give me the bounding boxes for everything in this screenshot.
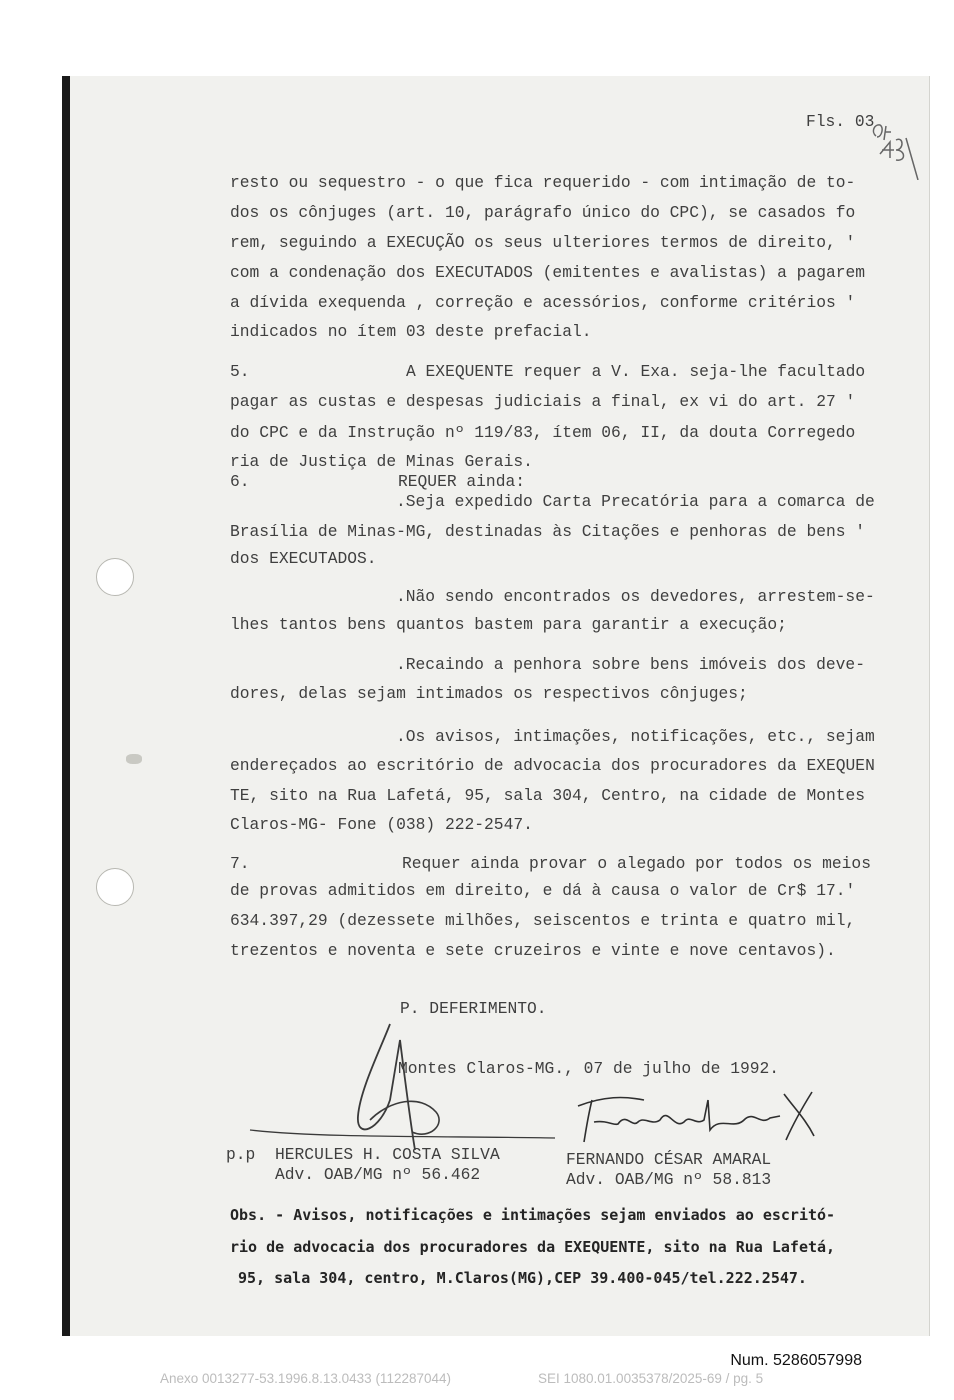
continuation-line-3: rem, seguindo a EXECUÇÃO os seus ulteriores termos de direito, ' <box>230 233 856 252</box>
observation-line-1: Obs. - Avisos, notificações e intimações sejam enviados ao escritó- <box>230 1206 836 1224</box>
signature-left-prefix: p.p <box>226 1145 256 1164</box>
item-6-bullet-1-line-3: dos EXECUTADOS. <box>230 549 377 568</box>
footer-sei-reference: SEI 1080.01.0035378/2025-69 / pg. 5 <box>538 1371 764 1386</box>
signature-left-name: HERCULES H. COSTA SILVA <box>275 1145 500 1164</box>
item-6-bullet-1-line-2: Brasília de Minas-MG, destinadas às Citações e penhoras de bens ' <box>230 522 866 541</box>
item-5-line-3: do CPC e da Instrução nº 119/83, ítem 06, II, da douta Corregedo <box>230 423 856 442</box>
item-5-line-2: pagar as custas e despesas judiciais a final, ex vi do art. 27 ' <box>230 392 856 411</box>
item-7-line-3: 634.397,29 (dezessete milhões, seiscentos e trinta e quatro mil, <box>230 911 856 930</box>
item-6-bullet-4-line-2: endereçados ao escritório de advocacia dos procuradores da EXEQUEN <box>230 756 875 775</box>
item-6-bullet-3-line-1: .Recaindo a penhora sobre bens imóveis dos deve- <box>396 655 865 674</box>
item-6-number: 6. <box>230 472 250 491</box>
item-6-heading: REQUER ainda: <box>398 472 526 491</box>
item-6-bullet-4-line-1: .Os avisos, intimações, notificações, etc., sejam <box>396 727 875 746</box>
place-and-date: Montes Claros-MG., 07 de julho de 1992. <box>398 1059 780 1078</box>
item-6-bullet-1-line-1: .Seja expedido Carta Precatória para a comarca de <box>396 492 875 511</box>
signature-left-registration: Adv. OAB/MG nº 56.462 <box>275 1165 481 1184</box>
continuation-line-4: com a condenação dos EXECUTADOS (emitentes e avalistas) a pagarem <box>230 263 866 282</box>
handwritten-folio-mark <box>868 110 920 180</box>
item-6-bullet-2-line-2: lhes tantos bens quantos bastem para garantir a execução; <box>230 615 787 634</box>
signature-right <box>574 1086 820 1156</box>
footer-annex-reference: Anexo 0013277-53.1996.8.13.0433 (112287044) <box>160 1371 452 1386</box>
signature-right-registration: Adv. OAB/MG nº 58.813 <box>566 1170 772 1189</box>
binder-hole-top <box>96 558 134 596</box>
item-5-line-4: ria de Justiça de Minas Gerais. <box>230 452 533 471</box>
item-6-bullet-2-line-1: .Não sendo encontrados os devedores, arrestem-se- <box>396 587 875 606</box>
continuation-line-6: indicados no ítem 03 deste prefacial. <box>230 322 592 341</box>
continuation-line-1: resto ou sequestro - o que fica requerido - com intimação de to- <box>230 173 856 192</box>
signature-right-name: FERNANDO CÉSAR AMARAL <box>566 1150 772 1169</box>
item-5-number: 5. <box>230 362 250 381</box>
item-7-line-1: Requer ainda provar o alegado por todos os meios <box>402 854 871 873</box>
item-7-line-4: trezentos e noventa e sete cruzeiros e vinte e nove centavos). <box>230 941 836 960</box>
page-marker: Fls. 03 <box>806 112 875 131</box>
item-6-bullet-4-line-3: TE, sito na Rua Lafetá, 95, sala 304, Centro, na cidade de Montes <box>230 786 866 805</box>
paper-tear-mark <box>126 754 142 764</box>
item-5-line-1: A EXEQUENTE requer a V. Exa. seja-lhe facultado <box>406 362 866 381</box>
binder-hole-bottom <box>96 868 134 906</box>
item-6-bullet-4-line-4: Claros-MG- Fone (038) 222-2547. <box>230 815 533 834</box>
document-number-stamp: Num. 5286057998 <box>730 1352 862 1369</box>
item-7-number: 7. <box>230 854 250 873</box>
item-7-line-2: de provas admitidos em direito, e dá à causa o valor de Cr$ 17.' <box>230 881 856 900</box>
closing-request: P. DEFERIMENTO. <box>400 999 547 1018</box>
continuation-line-2: dos os cônjuges (art. 10, parágrafo único do CPC), se casados fo <box>230 203 856 222</box>
continuation-line-5: a dívida exequenda , correção e acessórios, conforme critérios ' <box>230 293 856 312</box>
item-6-bullet-3-line-2: dores, delas sejam intimados os respectivos cônjuges; <box>230 684 748 703</box>
observation-line-2: rio de advocacia dos procuradores da EXEQUENTE, sito na Rua Lafetá, <box>230 1238 836 1256</box>
observation-line-3: 95, sala 304, centro, M.Claros(MG),CEP 39.400-045/tel.222.2547. <box>238 1269 807 1287</box>
